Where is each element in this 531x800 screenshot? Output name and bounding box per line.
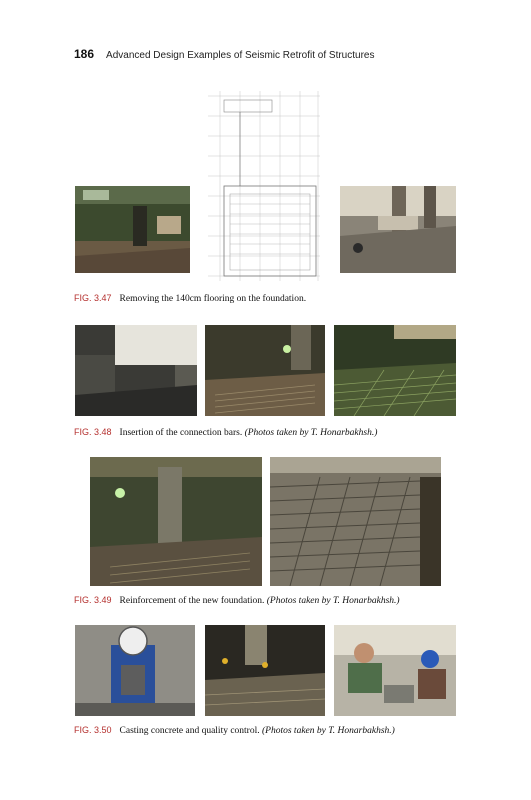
fig-3-47-label: FIG. 3.47 <box>74 293 112 303</box>
fig-3-49-label: FIG. 3.49 <box>74 595 112 605</box>
fig-3-48-caption <box>74 427 377 438</box>
fig-3-50-caption <box>74 725 395 736</box>
running-title: Advanced Design Examples of Seismic Retrofit of Structures <box>106 50 375 61</box>
fig-3-49-photo-right <box>270 457 441 586</box>
fig-3-47-foundation-plan-drawing <box>200 86 323 283</box>
fig-3-48-label: FIG. 3.48 <box>74 427 112 437</box>
fig-3-47-photo-right <box>340 186 456 273</box>
fig-3-48-photo-2 <box>205 325 325 416</box>
fig-3-48-credit: (Photos taken by T. Honarbakhsh.) <box>244 428 378 438</box>
fig-3-50-photo-1 <box>75 625 195 716</box>
fig-3-49-photo-left <box>90 457 262 586</box>
fig-3-49-credit: (Photos taken by T. Honarbakhsh.) <box>266 596 400 606</box>
fig-3-47-caption-text: Removing the 140cm flooring on the foundation. <box>119 294 307 304</box>
fig-3-49-caption <box>74 595 400 606</box>
fig-3-50-label: FIG. 3.50 <box>74 725 112 735</box>
fig-3-50-credit: (Photos taken by T. Honarbakhsh.) <box>262 726 395 736</box>
fig-3-49-caption-text: Reinforcement of the new foundation. <box>119 596 265 606</box>
fig-3-47-photo-left <box>75 186 190 273</box>
fig-3-50-caption-text: Casting concrete and quality control. <box>119 726 260 736</box>
fig-3-50-photo-3 <box>334 625 456 716</box>
fig-3-47-caption <box>74 293 306 304</box>
running-header <box>74 47 374 63</box>
fig-3-48-caption-text: Insertion of the connection bars. <box>119 428 243 438</box>
page-number: 186 <box>74 47 95 61</box>
fig-3-48-photo-1 <box>75 325 197 416</box>
fig-3-48-photo-3 <box>334 325 456 416</box>
fig-3-50-photo-2 <box>205 625 325 716</box>
